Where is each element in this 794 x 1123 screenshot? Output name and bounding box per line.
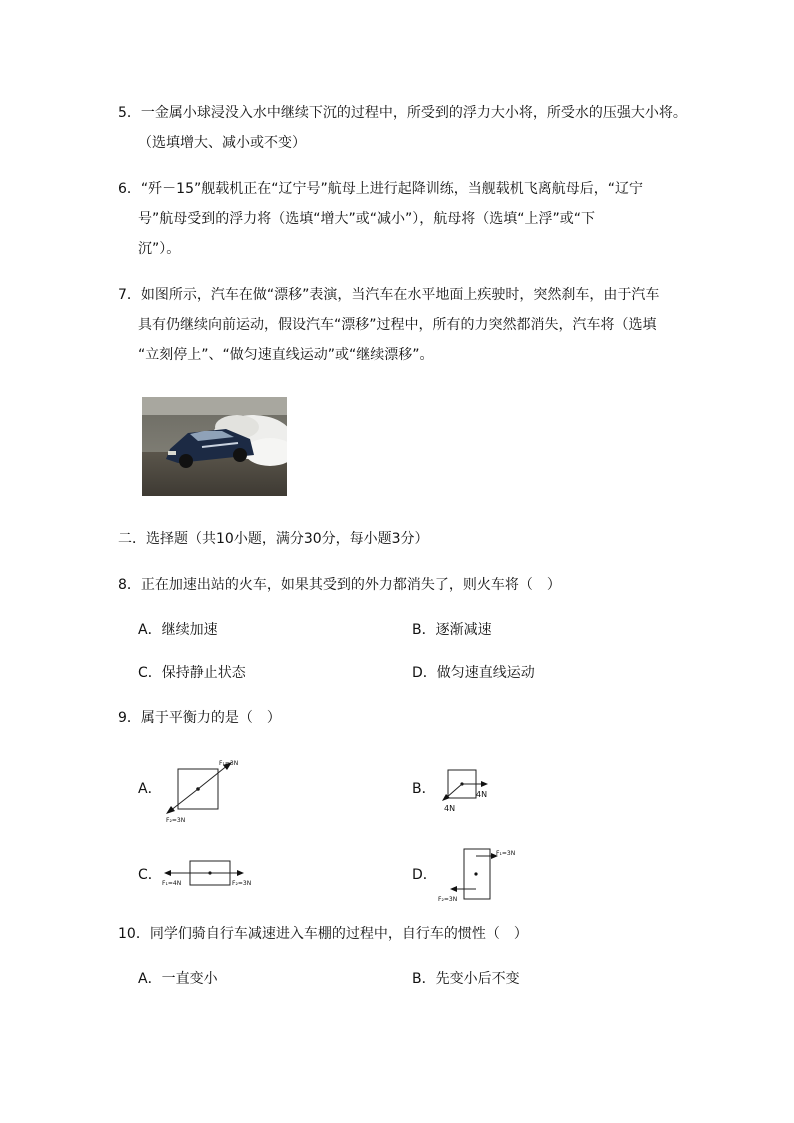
force-label: F₂=3N <box>232 880 252 887</box>
force-label: F₂=3N <box>166 817 186 823</box>
q8-option-c: C．保持静止状态 <box>138 665 246 681</box>
q5-line2: （选填增大、减小或不变） <box>138 135 306 151</box>
q9-option-b: B． <box>412 781 436 797</box>
q9-stem: 9．属于平衡力的是（ ） <box>118 710 281 726</box>
q6-line1: 6．“歼－15”舰载机正在“辽宁号”航母上进行起降训练，当舰载机飞离航母后，“辽宁 <box>118 181 643 197</box>
q9-option-d: D． <box>412 867 437 883</box>
q8-option-b: B．逐渐减速 <box>412 622 492 638</box>
force-diagram-b <box>438 766 498 814</box>
q8-option-a: A．继续加速 <box>138 622 218 638</box>
force-diagram-a <box>162 757 246 823</box>
q10-option-b: B．先变小后不变 <box>412 971 520 987</box>
q7-line2: 具有仍继续向前运动，假设汽车“漂移”过程中，所有的力突然都消失，汽车将（选填 <box>138 317 657 333</box>
q7-line3: “立刻停上”、“做匀速直线运动”或“继续漂移”。 <box>138 347 434 363</box>
q6-line3: 沉”）。 <box>138 241 181 257</box>
q6-line2: 号”航母受到的浮力将（选填“增大”或“减小”），航母将（选填“上浮”或“下 <box>138 211 596 227</box>
q9-option-c: C． <box>138 867 162 883</box>
force-label: F₁=4N <box>162 880 182 887</box>
q10-option-a: A．一直变小 <box>138 971 218 987</box>
q7-line1: 7．如图所示，汽车在做“漂移”表演，当汽车在水平地面上疾驶时，突然刹车，由于汽车 <box>118 287 660 303</box>
q9-option-a: A． <box>138 781 162 797</box>
q8-stem: 8．正在加速出站的火车，如果其受到的外力都消失了，则火车将（ ） <box>118 577 561 593</box>
force-label: 4N <box>476 790 488 799</box>
force-label: 4N <box>444 804 456 813</box>
force-label: F₂=3N <box>438 896 458 903</box>
force-diagram-d <box>436 843 530 905</box>
force-label: F₁=3N <box>219 760 239 767</box>
drifting-car-photo <box>142 397 287 496</box>
section-heading: 二．选择题（共10小题，满分30分，每小题3分） <box>118 531 429 547</box>
force-label: F₁=3N <box>496 850 516 857</box>
force-diagram-c <box>160 858 260 890</box>
q5-line1: 5．一金属小球浸没入水中继续下沉的过程中，所受到的浮力大小将，所受水的压强大小将。 <box>118 105 687 121</box>
q10-stem: 10．同学们骑自行车减速进入车棚的过程中，自行车的惯性（ ） <box>118 926 528 942</box>
q8-option-d: D．做匀速直线运动 <box>412 665 535 681</box>
